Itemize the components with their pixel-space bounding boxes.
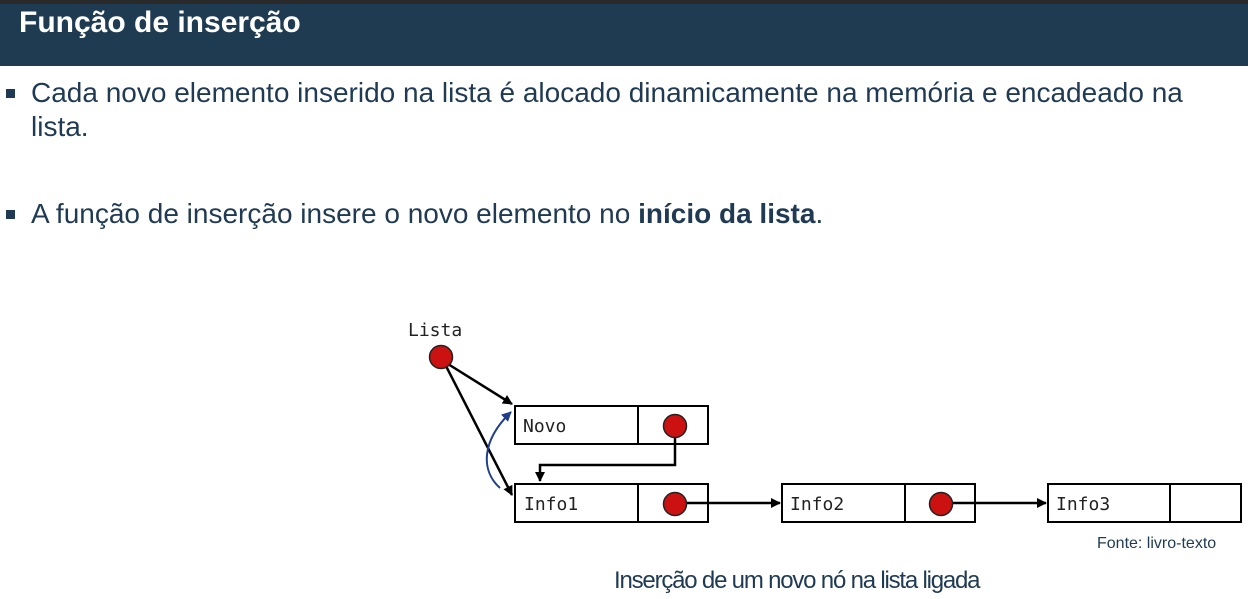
bullet-text: A função de inserção insere o novo elemento no início da lista. <box>31 198 824 229</box>
head-to-info1-arrow <box>446 366 512 495</box>
head-to-novo-arrow <box>448 364 512 404</box>
node-info2 <box>782 484 975 522</box>
slide-title: Função de inserção <box>19 6 301 39</box>
node-novo <box>515 406 708 444</box>
bullet-text: Cada novo elemento inserido na lista é alocado dinamicamente na memória e encadeado na lista. <box>31 77 1183 142</box>
next-pointer-icon <box>930 493 953 516</box>
new-link-curved-arrow <box>487 412 511 488</box>
node-label-novo: Novo <box>523 416 567 437</box>
head-label: Lista <box>408 320 463 341</box>
bullet-emphasis: início da lista <box>638 198 816 229</box>
head-pointer-icon <box>430 346 453 369</box>
node-label-info3: Info3 <box>1056 494 1111 515</box>
node-label-info2: Info2 <box>790 494 845 515</box>
node-label-info1: Info1 <box>524 494 579 515</box>
node-info3 <box>1048 484 1241 522</box>
next-pointer-icon <box>664 415 687 438</box>
node-info1 <box>515 484 708 522</box>
figure-caption: Inserção de um novo nó na lista ligada <box>614 567 980 594</box>
source-note: Fonte: livro-texto <box>1097 535 1217 552</box>
next-pointer-icon <box>664 493 687 516</box>
